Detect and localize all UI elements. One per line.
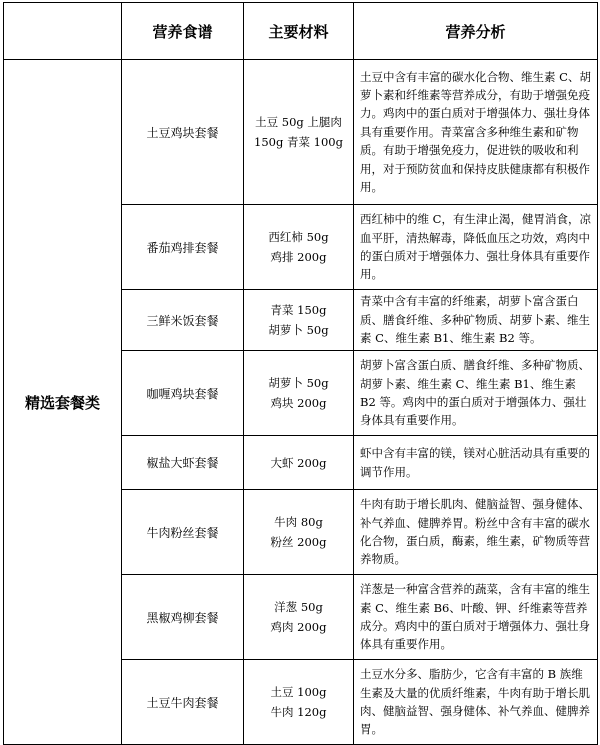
- header-analysis: 营养分析: [354, 3, 598, 60]
- materials-cell: [244, 205, 354, 290]
- material-line: 大虾 200g: [270, 455, 327, 470]
- material-line: 鸡块 200g: [270, 396, 327, 410]
- material-line: 胡萝卜 50g: [268, 323, 329, 337]
- material-line: 土豆 50g 上腿肉: [255, 115, 342, 129]
- header-materials: 主要材料: [244, 3, 354, 60]
- materials-cell: [244, 575, 354, 660]
- header-row: [4, 3, 598, 60]
- materials-cell: [244, 490, 354, 575]
- nutrition-table: [3, 2, 598, 745]
- recipe-name: 土豆牛肉套餐: [122, 660, 244, 745]
- material-line: 鸡排 200g: [270, 250, 327, 264]
- analysis-cell: 胡萝卜富含蛋白质、膳食纤维、多种矿物质、胡萝卜素、维生素 C、维生素 B1、维生素 B2 等。鸡肉中的蛋白质对于增强体力、强壮身体具有重要作用。: [354, 351, 598, 436]
- materials-cell: [244, 660, 354, 745]
- header-category: [4, 3, 122, 60]
- recipe-name: 牛肉粉丝套餐: [122, 490, 244, 575]
- materials-cell: [244, 351, 354, 436]
- material-line: 土豆 100g: [270, 685, 327, 699]
- analysis-cell: 土豆水分多、脂肪少，它含有丰富的 B 族维生素及大量的优质纤维素，牛肉有助于增长肌肉、健脑益智、强身健体、补气养血、健脾养胃。: [354, 660, 598, 745]
- recipe-name: 咖喱鸡块套餐: [122, 351, 244, 436]
- material-line: 胡萝卜 50g: [268, 376, 329, 390]
- analysis-cell: 虾中含有丰富的镁，镁对心脏活动具有重要的调节作用。: [354, 436, 598, 490]
- analysis-cell: 土豆中含有丰富的碳水化合物、维生素 C、胡萝卜素和纤维素等营养成分，有助于增强免疫力。鸡肉中的蛋白质对于增强体力、强壮身体具有重要作用。青菜富含多种维生素和矿物质。有助于增强免疫力，促进铁的吸收和利用，对于预防贫血和保持皮肤健康都有积极作用。: [354, 60, 598, 205]
- materials-cell: [244, 290, 354, 351]
- analysis-cell: 青菜中含有丰富的纤维素，胡萝卜富含蛋白质、膳食纤维、多种矿物质、胡萝卜素、维生素 C、维生素 B1、维生素 B2 等。: [354, 290, 598, 351]
- materials-cell: [244, 60, 354, 205]
- category-cell: 精选套餐类: [4, 60, 122, 745]
- material-line: 牛肉 120g: [270, 705, 327, 719]
- materials-cell: [244, 436, 354, 490]
- analysis-cell: 牛肉有助于增长肌肉、健脑益智、强身健体、补气养血、健脾养胃。粉丝中含有丰富的碳水化合物，蛋白质，酶素，维生素，矿物质等营养物质。: [354, 490, 598, 575]
- material-line: 粉丝 200g: [270, 535, 327, 549]
- recipe-name: 番茄鸡排套餐: [122, 205, 244, 290]
- analysis-cell: 西红柿中的维 C，有生津止渴，健胃消食，凉血平肝，清热解毒，降低血压之功效，鸡肉中的蛋白质对于增强体力、强壮身体具有重要作用。: [354, 205, 598, 290]
- recipe-name: 三鲜米饭套餐: [122, 290, 244, 351]
- material-line: 鸡肉 200g: [270, 620, 327, 634]
- table-row: [4, 60, 598, 205]
- recipe-name: 椒盐大虾套餐: [122, 436, 244, 490]
- material-line: 150g 青菜 100g: [254, 135, 343, 149]
- material-line: 洋葱 50g: [274, 600, 323, 614]
- analysis-cell: 洋葱是一种富含营养的蔬菜，含有丰富的维生素 C、维生素 B6、叶酸、钾、纤维素等营养成分。鸡肉中的蛋白质对于增强体力、强壮身体具有重要作用。: [354, 575, 598, 660]
- recipe-name: 黑椒鸡柳套餐: [122, 575, 244, 660]
- recipe-name: 土豆鸡块套餐: [122, 60, 244, 205]
- header-recipe: 营养食谱: [122, 3, 244, 60]
- material-line: 青菜 150g: [270, 303, 327, 317]
- material-line: 西红柿 50g: [268, 230, 329, 244]
- material-line: 牛肉 80g: [274, 515, 323, 529]
